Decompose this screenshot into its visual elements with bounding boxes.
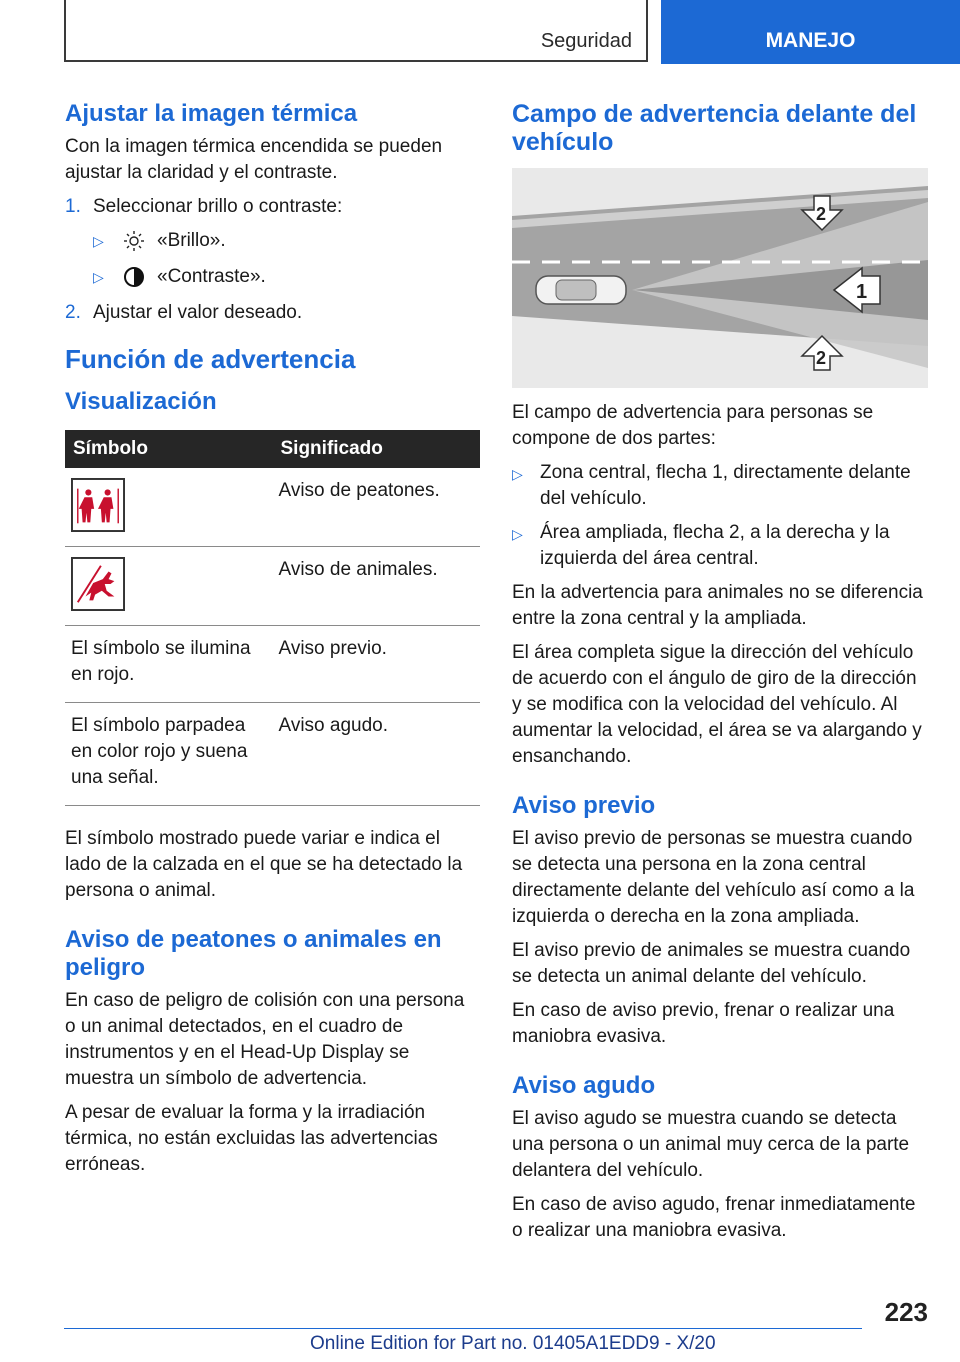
step-2-number: 2.	[65, 302, 81, 323]
table-row	[65, 468, 480, 547]
footer-edition: Online Edition for Part no. 01405A1EDD9 - X/20	[310, 1333, 716, 1354]
paragraph-danger-1: En caso de peligro de colisión con una persona o un animal detectados, en el cuadro de instrumentos y en el Head-Up Display se muestra un símbolo de advertencia.	[65, 990, 465, 1089]
triangle-bullet-icon: ▷	[93, 233, 104, 249]
table-row	[65, 626, 480, 703]
row3-symbol: El símbolo se ilumina en rojo.	[65, 626, 273, 703]
row4-meaning: Aviso agudo.	[273, 703, 481, 806]
paragraph-acute-2: En caso de aviso agudo, frenar inmediatamente o realizar una maniobra evasiva.	[512, 1194, 916, 1241]
paragraph-acute-1: El aviso agudo se muestra cuando se detecta una persona o un animal muy cerca de la parte delantera del vehículo.	[512, 1108, 910, 1181]
left-column	[65, 100, 480, 1186]
heading-adjust: Ajustar la imagen térmica	[65, 100, 358, 127]
svg-text:2: 2	[816, 204, 827, 224]
heading-function: Función de advertencia	[65, 344, 356, 374]
list-item	[512, 520, 928, 572]
sub-item-contrast-label: «Contraste».	[157, 266, 266, 287]
sub-item-contrast	[93, 264, 480, 290]
pedestrian-warning-icon	[71, 478, 125, 532]
triangle-bullet-icon: ▷	[93, 269, 104, 285]
table-row	[65, 547, 480, 626]
row4-symbol: El símbolo parpadea en color rojo y suena una señal.	[65, 703, 273, 806]
paragraph-field: El campo de advertencia para personas se compone de dos partes:	[512, 402, 874, 449]
paragraph-symbol: El símbolo mostrado puede variar e indica el lado de la calzada en el que se ha detectado la persona o animal.	[65, 828, 463, 901]
paragraph-adjust: Con la imagen térmica encendida se pueden ajustar la claridad y el contraste.	[65, 136, 443, 183]
triangle-bullet-icon: ▷	[512, 466, 523, 482]
footer-divider	[64, 1328, 862, 1329]
step-1-text: Seleccionar brillo o contraste:	[93, 196, 343, 217]
right-column	[512, 100, 928, 1252]
table-header-symbol: Símbolo	[65, 430, 273, 468]
paragraph-danger-2: A pesar de evaluar la forma y la irradiación térmica, no están excluidas las advertencias erróneas.	[65, 1102, 438, 1175]
sub-item-brightness	[93, 228, 480, 254]
animal-warning-icon	[71, 557, 125, 611]
bullet-2-text: Área ampliada, flecha 2, a la derecha y la izquierda del área central.	[540, 522, 890, 569]
table-header-meaning: Significado	[273, 430, 481, 468]
step-2	[65, 300, 480, 326]
svg-text:1: 1	[856, 281, 868, 303]
paragraph-prev-1: El aviso previo de personas se muestra cuando se detecta una persona en la zona central directamente delante del vehículo así como a la izquierda o derecha en la zona ampliada.	[512, 828, 915, 927]
header-box	[64, 0, 648, 62]
header-section: Seguridad	[540, 30, 632, 52]
heading-prev-warning: Aviso previo	[512, 792, 656, 819]
paragraph-prev-2: El aviso previo de animales se muestra cuando se detecta un animal delante del vehículo.	[512, 940, 911, 987]
symbol-table	[65, 430, 480, 806]
brightness-icon	[123, 230, 145, 252]
table-row	[65, 703, 480, 806]
triangle-bullet-icon: ▷	[512, 526, 523, 542]
paragraph-area: El área completa sigue la dirección del vehículo de acuerdo con el ángulo de giro de la dirección y se modifica con la velocidad del vehículo. Al aumentar la velocidad, el área se va alargando y ensanchando.	[512, 642, 922, 767]
heading-danger: Aviso de peatones o animales en peligro	[65, 926, 442, 981]
heading-field: Campo de advertencia delante del vehículo	[512, 100, 917, 156]
warning-field-diagram	[512, 168, 928, 388]
row3-meaning: Aviso previo.	[273, 626, 481, 703]
car-icon	[536, 276, 626, 304]
list-item	[512, 460, 928, 512]
paragraph-prev-3: En caso de aviso previo, frenar o realizar una maniobra evasiva.	[512, 1000, 895, 1047]
header-chapter: MANEJO	[661, 0, 960, 64]
step-1-number: 1.	[65, 196, 81, 217]
step-1	[65, 194, 480, 220]
paragraph-animals: En la advertencia para animales no se diferencia entre la zona central y la ampliada.	[512, 582, 923, 629]
step-2-text: Ajustar el valor deseado.	[93, 302, 303, 323]
heading-acute-warning: Aviso agudo	[512, 1072, 656, 1099]
heading-visualization: Visualización	[65, 388, 217, 415]
svg-text:2: 2	[816, 348, 827, 368]
sub-item-brightness-label: «Brillo».	[157, 230, 226, 251]
row2-meaning: Aviso de animales.	[273, 547, 481, 626]
row1-meaning: Aviso de peatones.	[273, 468, 481, 547]
contrast-icon	[123, 266, 145, 288]
page-number: 223	[884, 1297, 928, 1327]
bullet-1-text: Zona central, flecha 1, directamente delante del vehículo.	[540, 462, 911, 509]
